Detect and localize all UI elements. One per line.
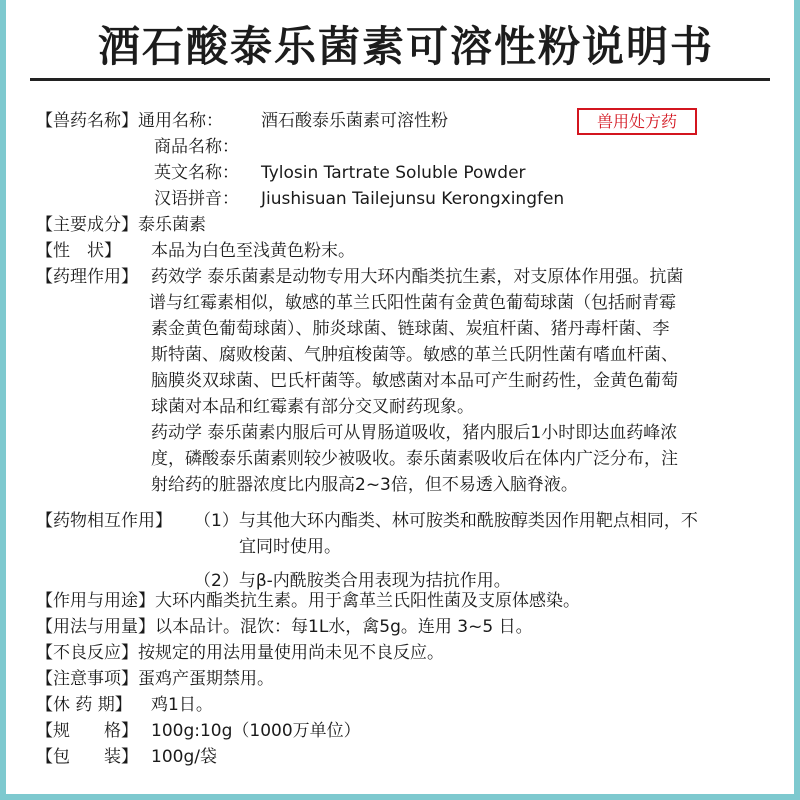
interaction-line: 宜同时使用。 [239,537,341,557]
pharmacology-line: 球菌对本品和红霉素有部分交叉耐药现象。 [151,397,474,417]
interaction-line: （1）与其他大环内酯类、林可胺类和酰胺醇类因作用靶点相同，不 [194,511,698,531]
dosage-label: 【用法与用量】 [36,617,155,637]
ingredient-label: 【主要成分】 [36,215,138,235]
pharmacology-line: 射给药的脏器浓度比内服高2~3倍，但不易透入脑脊液。 [151,475,578,495]
pinyin-name-row [154,186,774,212]
interaction-label: 【药物相互作用】 [36,511,172,531]
pharmacology-line: 斯特菌、腐败梭菌、气肿疽梭菌等。敏感的革兰氏阴性菌有嗜血杆菌、 [151,345,678,365]
english-name-value: Tylosin Tartrate Soluble Powder [261,163,526,183]
spec-row [36,718,774,744]
precautions-row [36,666,774,692]
generic-name-value: 酒石酸泰乐菌素可溶性粉 [261,111,448,131]
precautions-value: 蛋鸡产蛋期禁用。 [138,669,274,689]
appearance-value: 本品为白色至浅黄色粉末。 [151,241,355,261]
spec-label: 【规 格】 [36,721,138,741]
dosage-value: 以本品计。混饮：每1L水，禽5g。连用 3~5 日。 [155,617,533,637]
appearance-row [36,238,774,264]
pharmacology-line: 谱与红霉素相似，敏感的革兰氏阳性菌有金黄色葡萄球菌（包括耐青霉 [149,293,676,313]
pharmacology-line: 度，磷酸泰乐菌素则较少被吸收。泰乐菌素吸收后在体内广泛分布，注 [151,449,678,469]
generic-name-key: 通用名称： [138,111,223,131]
pharmacology-line: 药动学 泰乐菌素内服后可从胃肠道吸收，猪内服后1小时即达血药峰浓 [151,423,678,443]
spec-value: 100g:10g（1000万单位） [151,721,361,741]
precautions-label: 【注意事项】 [36,669,138,689]
drug-name-row [36,108,774,134]
trade-name-key: 商品名称： [154,137,239,157]
title-divider [30,78,770,81]
pinyin-name-key: 汉语拼音： [154,189,239,209]
interaction-text [194,508,698,594]
withdrawal-row [36,692,774,718]
withdrawal-label: 【休 药 期】 [36,695,132,715]
adverse-label: 【不良反应】 [36,643,138,663]
english-name-key: 英文名称： [154,163,239,183]
usage-value: 大环内酯类抗生素。用于禽革兰氏阳性菌及支原体感染。 [155,591,580,611]
pharmacology-line: 脑膜炎双球菌、巴氏杆菌等。敏感菌对本品可产生耐药性，金黄色葡萄 [151,371,678,391]
package-label: 【包 装】 [36,747,138,767]
document-title: 酒石酸泰乐菌素可溶性粉说明书 [97,22,714,71]
pharmacology-line: 素金黄色葡萄球菌）、肺炎球菌、链球菌、炭疽杆菌、猪丹毒杆菌、李 [151,319,670,339]
appearance-label: 【性 状】 [36,241,121,261]
interaction-line: （2）与β-内酰胺类合用表现为拮抗作用。 [194,571,511,591]
prescription-badge: 兽用处方药 [577,108,697,135]
usage-row [36,588,774,614]
adverse-row [36,640,774,666]
adverse-value: 按规定的用法用量使用尚未见不良反应。 [138,643,444,663]
pharmacology-text [151,264,683,498]
usage-label: 【作用与用途】 [36,591,155,611]
withdrawal-value: 鸡1日。 [151,695,213,715]
pharmacology-line: 药效学 泰乐菌素是动物专用大环内酯类抗生素，对支原体作用强。抗菌 [151,267,684,287]
package-row [36,744,774,770]
ingredient-value: 泰乐菌素 [138,215,206,235]
dosage-row [36,614,774,640]
ingredient-row [36,212,774,238]
pharmacology-label: 【药理作用】 [36,267,138,287]
english-name-row [154,160,774,186]
drug-name-label: 【兽药名称】 [36,111,138,131]
trade-name-row [154,134,774,160]
pinyin-name-value: Jiushisuan Tailejunsu Kerongxingfen [261,189,565,209]
package-value: 100g/袋 [151,747,217,767]
